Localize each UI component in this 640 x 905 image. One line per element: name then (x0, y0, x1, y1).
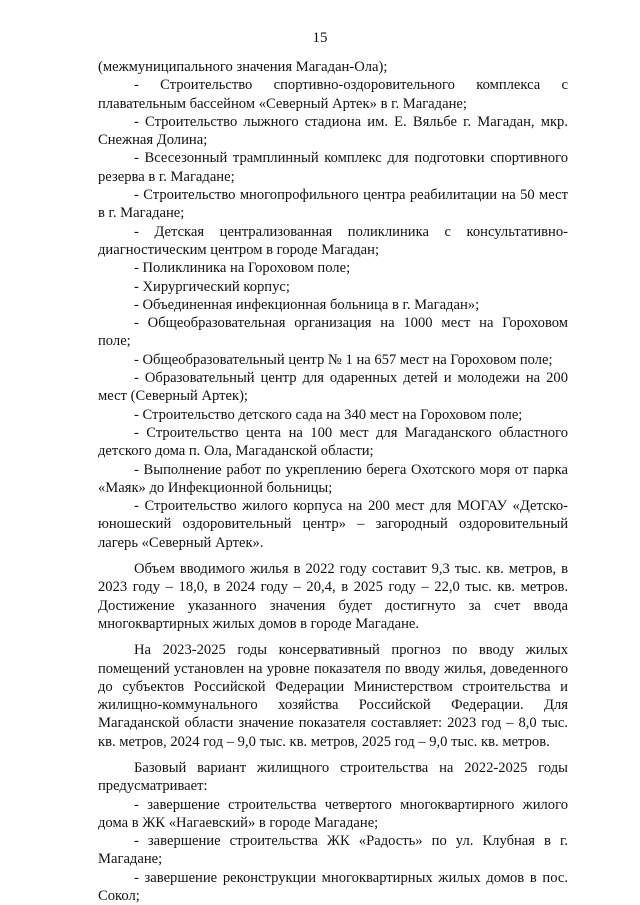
list-item: - Строительство детского сада на 340 мест на Гороховом поле; (134, 406, 523, 423)
paragraph: (межмуниципального значения Магадан-Ола); (98, 59, 388, 75)
page-number: 15 (312, 30, 328, 46)
list-item: - Строительство спортивно-оздоровительного комплекса с плавательным бассейном «Северный Артек» в г. Магадане; (98, 77, 568, 112)
list-item: - завершение строительства ЖК «Радость» по ул. Клубная в г. Магадане; (98, 833, 568, 868)
paragraph: На 2023-2025 годы консервативный прогноз по вводу жилых помещений установлен на уровне показателя по вводу жилья, доведенного до субъектов Российской Федерации Министерством строительства и жилищно-коммунального хозяйства Российской Федерации. Для Магаданской области значение показателя составляет: 2023 год – 8,0 тыс. кв. метров, 2024 год – 9,0 тыс. кв. метров, 2025 год – 9,0 тыс. кв. метров. (98, 642, 568, 750)
paragraph: Базовый вариант жилищного строительства на 2022-2025 годы предусматривает: (98, 759, 568, 795)
list-item: - Поликлиника на Гороховом поле; (134, 260, 351, 277)
document-body (98, 58, 568, 905)
list-item: - Строительство лыжного стадиона им. Е. Вяльбе г. Магадан, мкр. Снежная Долина; (98, 113, 568, 149)
list-item: - Выполнение работ по укреплению берега Охотского моря от парка «Маяк» до Инфекционной больницы; (98, 461, 568, 496)
list-item: - Детская централизованная поликлиника с консультативно-диагностическим центром в городе Магадан; (98, 223, 568, 258)
paragraph: Объем вводимого жилья в 2022 году составит 9,3 тыс. кв. метров, в 2023 году – 18,0, в 2024 году – 20,4, в 2025 году – 22,0 тыс. кв. метров. Достижение указанного значения будет достигнуто за счет ввода многоквартирных жилых домов в городе Магадане. (98, 561, 568, 632)
list-item: - Всесезонный трамплинный комплекс для подготовки спортивного резерва в г. Магадане; (98, 150, 568, 185)
list-item: - Строительство жилого корпуса на 200 мест для МОГАУ «Детско-юношеский оздоровительный центр» – загородный оздоровительный лагерь «Северный Артек». (98, 498, 568, 551)
list-item: - Хирургический корпус; (134, 278, 290, 295)
list-item: - Строительство цента на 100 мест для Магаданского областного детского дома п. Ола, Магаданской области; (98, 424, 568, 460)
list-item: - Образовательный центр для одаренных детей и молодежи на 200 мест (Северный Артек); (98, 370, 568, 405)
list-item: - завершение строительства четвертого многоквартирного жилого дома в ЖК «Нагаевский» в городе Магадане; (98, 796, 568, 831)
list-item: - завершение реконструкции многоквартирных жилых домов в пос. Сокол; (98, 869, 568, 905)
list-item: - Общеобразовательная организация на 1000 мест на Гороховом поле; (98, 315, 568, 350)
list-item: - Строительство многопрофильного центра реабилитации на 50 мест в г. Магадане; (98, 187, 568, 222)
list-item: - Общеобразовательный центр № 1 на 657 мест на Гороховом поле; (134, 351, 553, 368)
list-item: - Объединенная инфекционная больница в г. Магадан»; (134, 296, 480, 313)
